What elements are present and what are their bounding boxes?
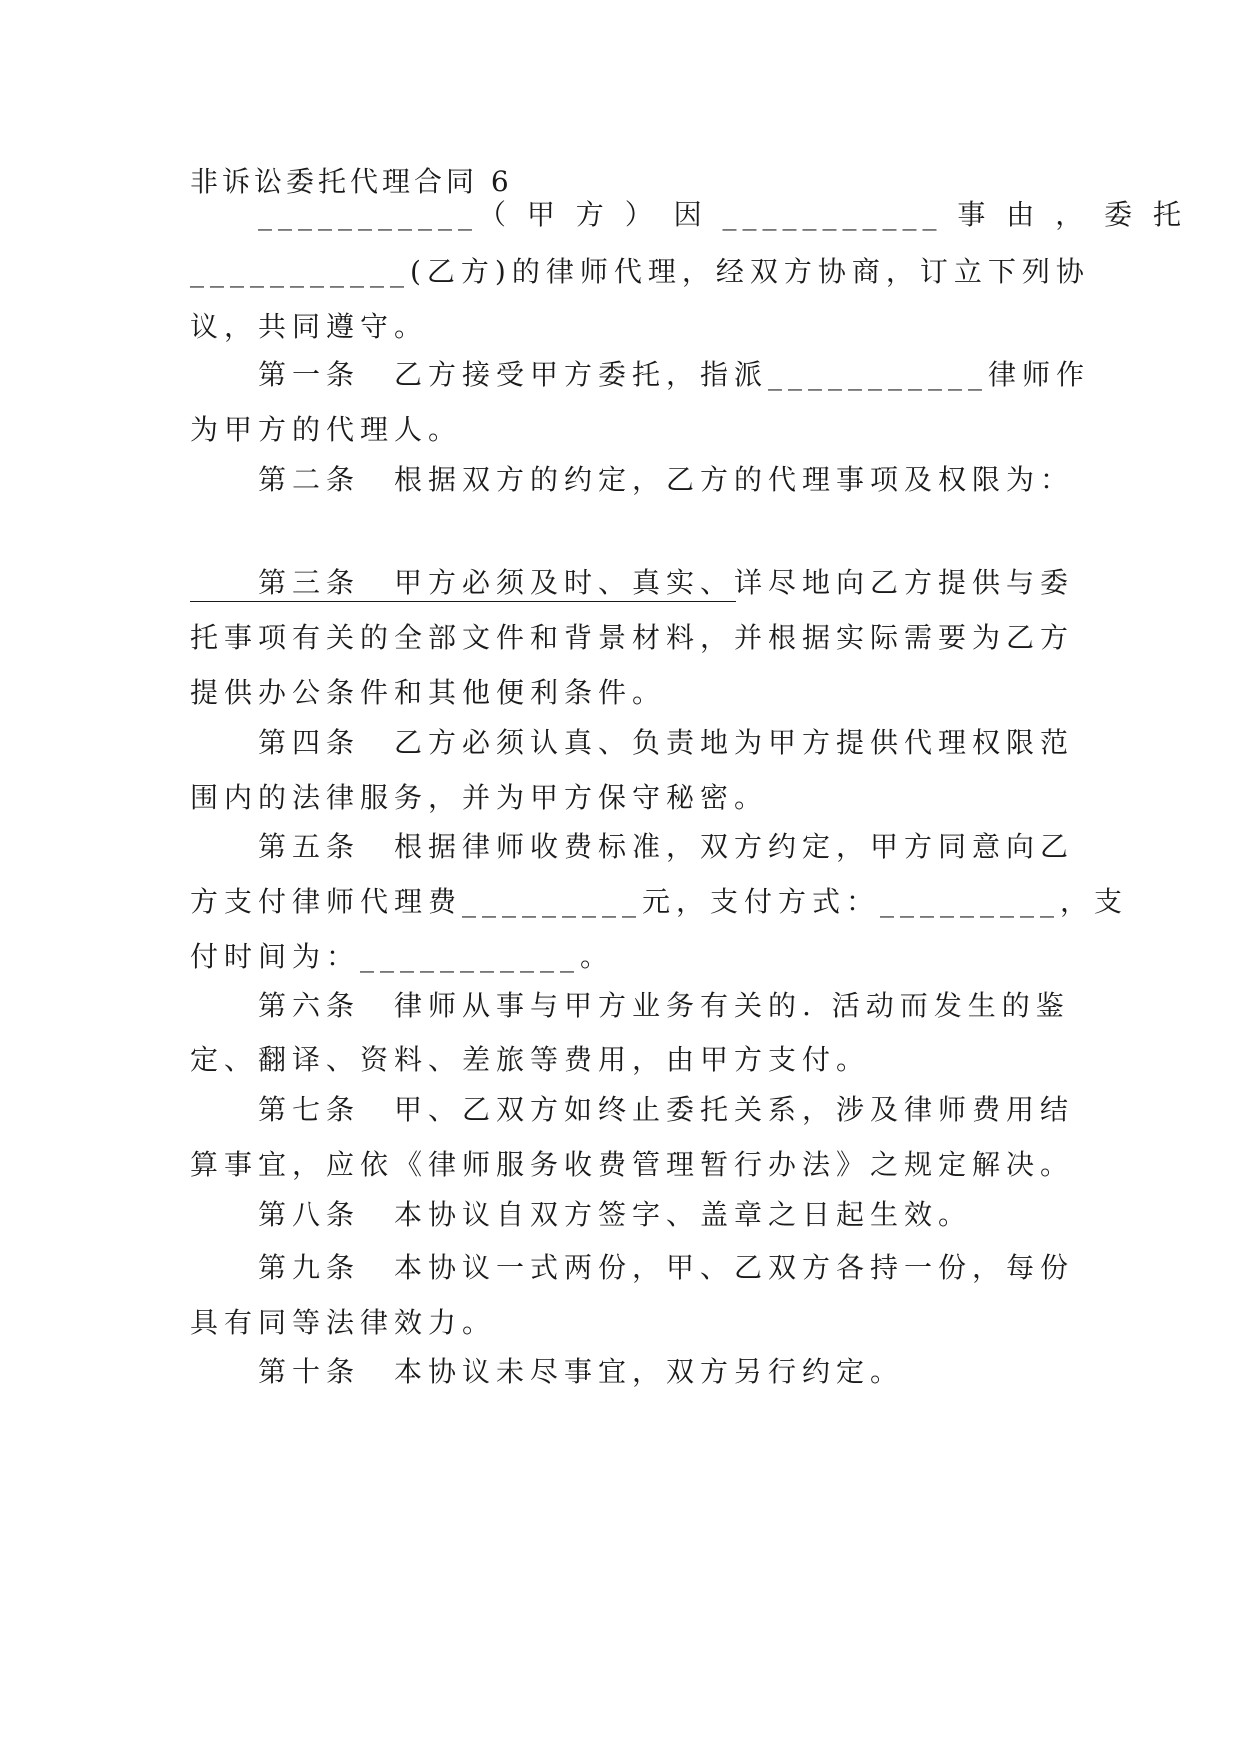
preamble-line-3: 议，共同遵守。 (190, 310, 429, 343)
article-6-line-1: 第六条 律师从事与甲方业务有关的. 活动而发生的鉴 (258, 989, 1070, 1022)
article-3-line-3: 提供办公条件和其他便利条件。 (190, 676, 667, 709)
article-4-line-2: 围内的法律服务，并为甲方保守秘密。 (190, 781, 769, 814)
article-9-line-1: 第九条 本协议一式两份，甲、乙双方各持一份，每份 (258, 1251, 1075, 1284)
article-9-line-2: 具有同等法律效力。 (190, 1306, 497, 1339)
article-7-line-2: 算事宜，应依《律师服务收费管理暂行办法》之规定解决。 (190, 1148, 1075, 1181)
preamble-line-2: ___________(乙方)的律师代理，经双方协商，订立下列协 (190, 255, 1090, 288)
article-7-line-1: 第七条 甲、乙双方如终止委托关系，涉及律师费用结 (258, 1093, 1075, 1126)
preamble-line-1: ___________（ 甲 方 ） 因 ___________ 事 由 ， 委 托 (258, 198, 1188, 231)
article-6-line-2: 定、翻译、资料、差旅等费用，由甲方支付。 (190, 1043, 871, 1076)
article-8-line-1: 第八条 本协议自双方签字、盖章之日起生效。 (258, 1198, 973, 1231)
article-10-line-1: 第十条 本协议未尽事宜，双方另行约定。 (258, 1355, 905, 1388)
article-4-line-1: 第四条 乙方必须认真、负责地为甲方提供代理权限范 (258, 726, 1075, 759)
article-3-line-1: 第三条 甲方必须及时、真实、详尽地向乙方提供与委 (258, 566, 1075, 599)
article-1-line-1: 第一条 乙方接受甲方委托，指派___________律师作 (258, 358, 1091, 391)
article-3-line-2: 托事项有关的全部文件和背景材料，并根据实际需要为乙方 (190, 621, 1075, 654)
article-2-line-1: 第二条 根据双方的约定，乙方的代理事项及权限为： (258, 463, 1075, 496)
document-title: 非诉讼委托代理合同 6 (190, 165, 513, 198)
document-page (190, 0, 1188, 1754)
article-5-line-1: 第五条 根据律师收费标准，双方约定，甲方同意向乙 (258, 830, 1075, 863)
article-5-line-3: 付时间为：___________。 (190, 940, 615, 973)
article-5-line-2: 方支付律师代理费_________元，支付方式：_________，支 (190, 885, 1129, 918)
article-1-line-2: 为甲方的代理人。 (190, 413, 463, 446)
